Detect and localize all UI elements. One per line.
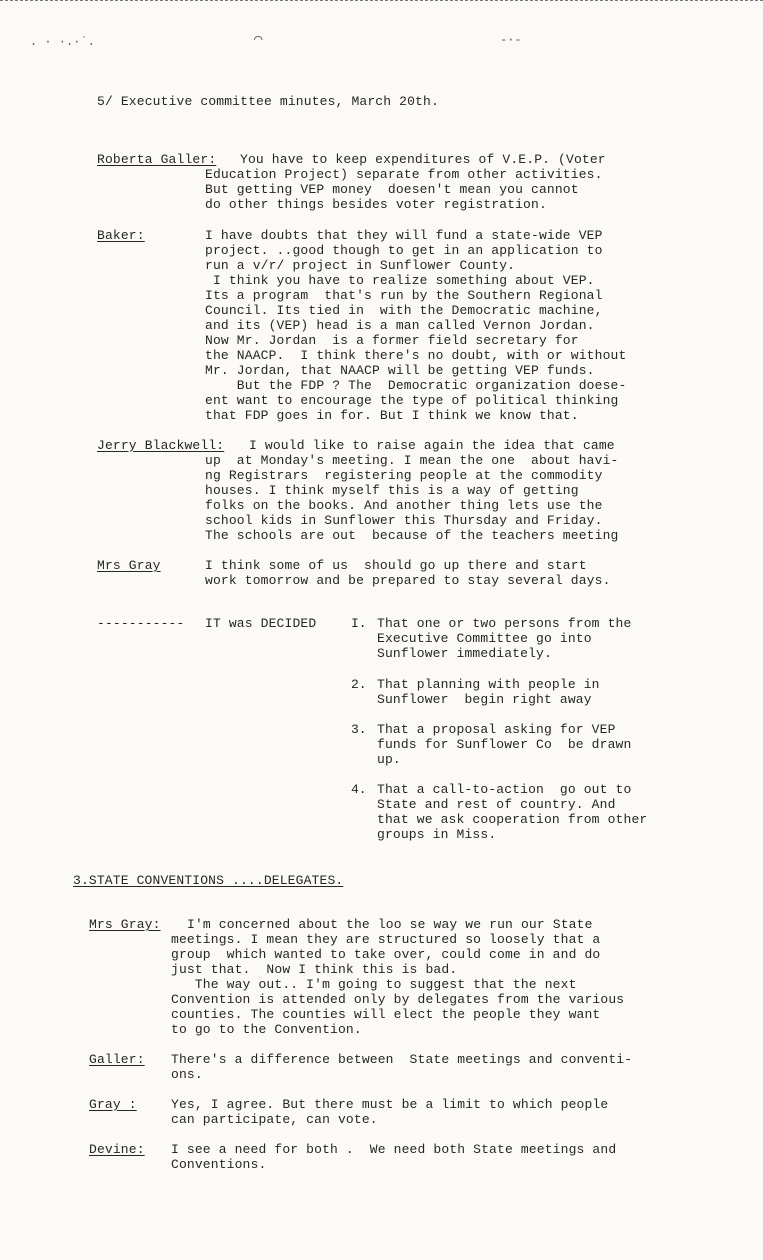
decision-line: Executive Committee go into bbox=[377, 631, 592, 646]
decision-line: That a call-to-action go out to bbox=[377, 782, 632, 797]
speaker-roberta-galler: Roberta Galler: bbox=[97, 152, 217, 167]
speech-line: There's a difference between State meetings and conventi- bbox=[171, 1052, 633, 1067]
speech-line: run a v/r/ project in Sunflower County. bbox=[205, 258, 516, 273]
speech-line: Yes, I agree. But there must be a limit to which people bbox=[171, 1097, 609, 1112]
speech-line: do other things besides voter registration. bbox=[205, 197, 547, 212]
decision-number: 2. bbox=[351, 677, 367, 692]
speech-line: But getting VEP money doesen't mean you cannot bbox=[205, 182, 579, 197]
speech-line: just that. Now I think this is bad. bbox=[171, 962, 458, 977]
speaker-galler: Galler: bbox=[89, 1052, 145, 1067]
speech-line: and its (VEP) head is a man called Vernon Jordan. bbox=[205, 318, 595, 333]
speech-line: I think you have to realize something about VEP. bbox=[205, 273, 595, 288]
speaker-mrs-gray: Mrs Gray bbox=[97, 558, 161, 573]
speech-line: can participate, can vote. bbox=[171, 1112, 378, 1127]
speaker-devine: Devine: bbox=[89, 1142, 145, 1157]
speech-line: houses. I think myself this is a way of getting bbox=[205, 483, 579, 498]
speech-line: group which wanted to take over, could come in and do bbox=[171, 947, 601, 962]
decision-line: that we ask cooperation from other bbox=[377, 812, 648, 827]
ink-speck: -·- bbox=[500, 33, 522, 47]
speech-line: meetings. I mean they are structured so loosely that a bbox=[171, 932, 601, 947]
speech-line: But the FDP ? The Democratic organization doese- bbox=[205, 378, 627, 393]
speech-line: Convention is attended only by delegates from the various bbox=[171, 992, 625, 1007]
decision-number: 4. bbox=[351, 782, 367, 797]
speech-line: project. ..good though to get in an application to bbox=[205, 243, 603, 258]
speech-line: counties. The counties will elect the people they want bbox=[171, 1007, 601, 1022]
decision-number: 3. bbox=[351, 722, 367, 737]
decision-line: That one or two persons from the bbox=[377, 616, 632, 631]
speech-line: Education Project) separate from other activities. bbox=[205, 167, 603, 182]
decision-line: funds for Sunflower Co be drawn bbox=[377, 737, 632, 752]
speech-line: to go to the Convention. bbox=[171, 1022, 362, 1037]
speech-line: ons. bbox=[171, 1067, 203, 1082]
decision-line: That a proposal asking for VEP bbox=[377, 722, 616, 737]
speaker-gray: Gray : bbox=[89, 1097, 137, 1112]
speech-line: school kids in Sunflower this Thursday and Friday. bbox=[205, 513, 603, 528]
speech-line: Mr. Jordan, that NAACP will be getting VEP funds. bbox=[205, 363, 595, 378]
minutes-heading: 5/ Executive committee minutes, March 20th. bbox=[97, 94, 439, 109]
speech-line: ent want to encourage the type of political thinking bbox=[205, 393, 619, 408]
speech-line: I'm concerned about the loo se way we run our State bbox=[187, 917, 593, 932]
ink-speck: . · ·.·˙. bbox=[30, 35, 95, 49]
ink-speck: ⌒ bbox=[254, 32, 263, 48]
page-top-edge bbox=[0, 0, 763, 1]
speaker-jerry-blackwell: Jerry Blackwell: bbox=[97, 438, 225, 453]
section-heading: 3.STATE CONVENTIONS ....DELEGATES. bbox=[73, 873, 344, 888]
decision-line: That planning with people in bbox=[377, 677, 600, 692]
speech-line: Now Mr. Jordan is a former field secretary for bbox=[205, 333, 579, 348]
speech-line: I see a need for both . We need both State meetings and bbox=[171, 1142, 617, 1157]
speech-line: The way out.. I'm going to suggest that the next bbox=[171, 977, 577, 992]
speaker-baker: Baker: bbox=[97, 228, 145, 243]
speech-line: folks on the books. And another thing lets use the bbox=[205, 498, 603, 513]
decision-number: I. bbox=[351, 616, 367, 631]
decision-line: Sunflower immediately. bbox=[377, 646, 552, 661]
speech-line: I have doubts that they will fund a state-wide VEP bbox=[205, 228, 603, 243]
speech-line: Conventions. bbox=[171, 1157, 267, 1172]
speech-line: I think some of us should go up there and start bbox=[205, 558, 587, 573]
decision-line: groups in Miss. bbox=[377, 827, 497, 842]
speech-line: that FDP goes in for. But I think we know that. bbox=[205, 408, 579, 423]
decision-line: Sunflower begin right away bbox=[377, 692, 592, 707]
decision-line: State and rest of country. And bbox=[377, 797, 616, 812]
speech-line: The schools are out because of the teachers meeting bbox=[205, 528, 619, 543]
decision-dashes: ----------- bbox=[97, 616, 185, 631]
speech-line: Council. Its tied in with the Democratic machine, bbox=[205, 303, 603, 318]
decision-line: up. bbox=[377, 752, 401, 767]
speech-line: the NAACP. I think there's no doubt, with or without bbox=[205, 348, 627, 363]
speech-line: work tomorrow and be prepared to stay several days. bbox=[205, 573, 611, 588]
speech-line: up at Monday's meeting. I mean the one about havi- bbox=[205, 453, 619, 468]
speech-line: You have to keep expenditures of V.E.P. (Voter bbox=[240, 152, 606, 167]
speaker-mrs-gray: Mrs Gray: bbox=[89, 917, 161, 932]
speech-line: ng Registrars registering people at the commodity bbox=[205, 468, 603, 483]
speech-line: I would like to raise again the idea that came bbox=[249, 438, 615, 453]
decision-label: IT was DECIDED bbox=[205, 616, 317, 631]
speech-line: Its a program that's run by the Southern Regional bbox=[205, 288, 603, 303]
